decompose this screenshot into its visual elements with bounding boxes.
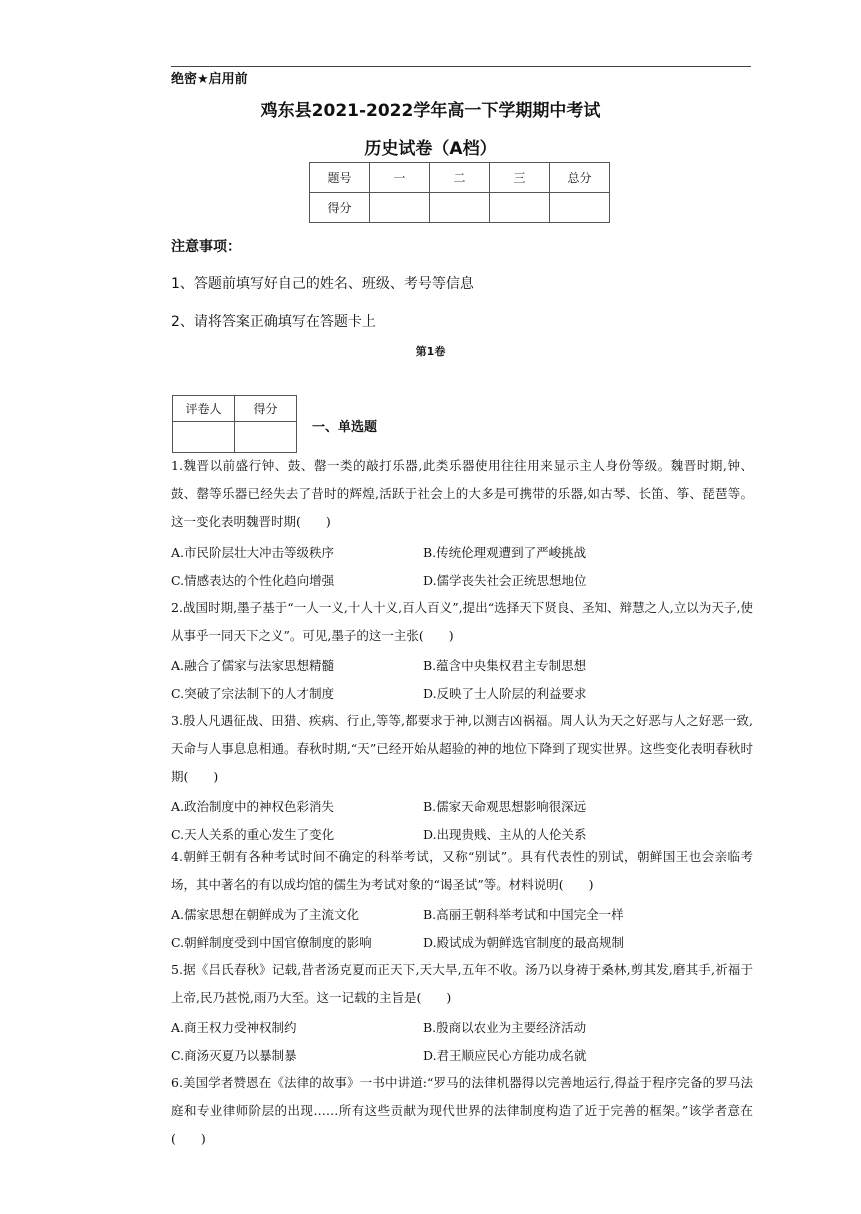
- question-5-option-d: D.君王顺应民心方能功成名就: [423, 1048, 587, 1063]
- score-header-cell: 三: [490, 163, 550, 193]
- question-1-option-a: A.市民阶层壮大冲击等级秩序: [171, 545, 335, 560]
- score-cell: [490, 193, 550, 223]
- question-2-option-b: B.蕴含中央集权君主专制思想: [423, 658, 587, 673]
- question-4-option-d: D.殿试成为朝鲜选官制度的最高规制: [423, 935, 625, 950]
- score-cell: [430, 193, 490, 223]
- volume-label: 第1卷: [415, 345, 446, 358]
- question-4-option-b: B.高丽王朝科举考试和中国完全一样: [423, 907, 624, 922]
- question-1-option-d: D.儒学丧失社会正统思想地位: [423, 573, 587, 588]
- question-4-stem: 4.朝鲜王朝有各种考试时间不确定的科举考试，又称“别试”。具有代表性的别试，朝鲜国王也会亲临考场，其中著名的有以成均馆的儒生为考试对象的“谒圣试”等。材料说明( ): [171, 849, 753, 892]
- exam-subtitle: 历史试卷（A档）: [364, 139, 497, 159]
- notice-item-1: 1、答题前填写好自己的姓名、班级、考号等信息: [171, 276, 474, 292]
- question-5-option-c: C.商汤灭夏乃以暴制暴: [171, 1048, 297, 1063]
- question-3-option-c: C.天人关系的重心发生了变化: [171, 827, 335, 842]
- exam-title: 鸡东县2021-2022学年高一下学期期中考试: [260, 101, 601, 121]
- grader-cell: [173, 422, 235, 453]
- question-3-option-d: D.出现贵贱、主从的人伦关系: [423, 827, 587, 842]
- question-2-option-c: C.突破了宗法制下的人才制度: [171, 686, 335, 701]
- grader-table: [172, 395, 297, 453]
- question-2-stem: 2.战国时期,墨子基于“一人一义,十人十义,百人百义”,提出“选择天下贤良、圣知、辩慧之人,立以为天子,使从事乎一同天下之义”。可见,墨子的这一主张( ): [171, 600, 753, 643]
- score-cell: [550, 193, 610, 223]
- grader-header-cell: 评卷人: [173, 396, 235, 422]
- question-3-stem: 3.殷人凡遇征战、田猎、疾病、行止,等等,都要求于神,以测吉凶祸福。周人认为天之好恶与人之好恶一致,天命与人事息息相通。春秋时期,“天”已经开始从超验的神的地位下降到了现实世界。这些变化表明春秋时期( ): [171, 713, 753, 784]
- question-4-option-a: A.儒家思想在朝鲜成为了主流文化: [171, 907, 360, 922]
- question-1-option-b: B.传统伦理观遭到了严峻挑战: [423, 545, 587, 560]
- score-row-label: 得分: [310, 193, 370, 223]
- question-5-option-b: B.殷商以农业为主要经济活动: [423, 1020, 587, 1035]
- question-3-option-a: A.政治制度中的神权色彩消失: [171, 799, 335, 814]
- grader-header-cell: 得分: [235, 396, 297, 422]
- question-1-option-c: C.情感表达的个性化趋向增强: [171, 573, 335, 588]
- question-3-option-b: B.儒家天命观思想影响很深远: [423, 799, 587, 814]
- header-rule: [171, 66, 751, 67]
- score-header-cell: 总分: [550, 163, 610, 193]
- question-5-stem: 5.据《吕氏春秋》记载,昔者汤克夏而正天下,天大旱,五年不收。汤乃以身祷于桑林,剪其发,磨其手,祈福于上帝,民乃甚悦,雨乃大至。这一记载的主旨是( ): [171, 962, 753, 1005]
- score-header-cell: 二: [430, 163, 490, 193]
- score-table: [309, 162, 610, 223]
- notice-heading: 注意事项：: [171, 239, 241, 255]
- grader-cell: [235, 422, 297, 453]
- secret-label: 绝密★启用前: [171, 72, 248, 87]
- question-2-option-d: D.反映了士人阶层的利益要求: [423, 686, 587, 701]
- question-4-option-c: C.朝鲜制度受到中国官僚制度的影响: [171, 935, 372, 950]
- score-header-cell: 题号: [310, 163, 370, 193]
- question-1-stem: 1.魏晋以前盛行钟、鼓、罄一类的敲打乐器,此类乐器使用往往用来显示主人身份等级。魏晋时期,钟、鼓、罄等乐器已经失去了昔时的辉煌,活跃于社会上的大多是可携带的乐器,如古琴、长笛、筝、琵琶等。这一变化表明魏晋时期( ): [171, 458, 753, 529]
- score-cell: [370, 193, 430, 223]
- section-title: 一、单选题: [312, 420, 378, 435]
- question-6-stem: 6.美国学者赞恩在《法律的故事》一书中讲道:“罗马的法律机器得以完善地运行,得益于程序完备的罗马法庭和专业律师阶层的出现……所有这些贡献为现代世界的法律制度构造了近于完善的框架。”该学者意在( ): [171, 1075, 753, 1146]
- score-header-cell: 一: [370, 163, 430, 193]
- question-5-option-a: A.商王权力受神权制约: [171, 1020, 297, 1035]
- notice-item-2: 2、请将答案正确填写在答题卡上: [171, 314, 376, 330]
- question-2-option-a: A.融合了儒家与法家思想精髓: [171, 658, 335, 673]
